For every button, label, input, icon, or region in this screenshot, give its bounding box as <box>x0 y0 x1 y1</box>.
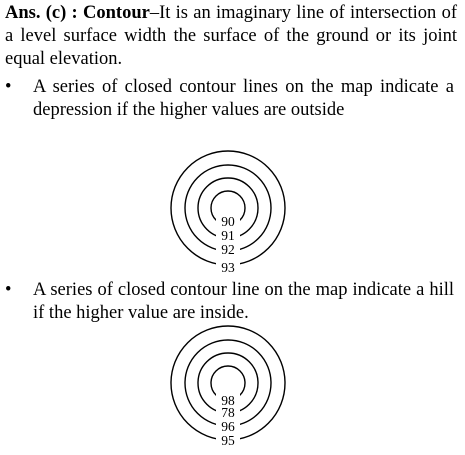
bullet-hill-text: A series of closed contour line on the map indicate a hill if the higher value are inside. <box>33 280 454 323</box>
bullet-dot-icon: • <box>5 280 12 300</box>
hill-contour-diagram <box>160 325 296 453</box>
contour-label-92: 92 <box>221 242 235 257</box>
answer-definition: –It is an imaginary line of intersection of a level surface width the surface of the ground or its joint equal elevation. <box>5 3 457 69</box>
answer-paragraph <box>5 2 457 71</box>
depression-contour-diagram <box>160 148 296 276</box>
contour-label-96: 96 <box>221 419 235 434</box>
contour-label-93: 93 <box>221 260 235 275</box>
contour-label-95: 95 <box>221 433 235 448</box>
contour-label-90: 90 <box>221 214 235 229</box>
contour-label-78: 78 <box>221 405 235 420</box>
bullet-dot-icon: • <box>5 77 12 97</box>
contour-label-91: 91 <box>221 228 235 243</box>
bullet-depression-text: A series of closed contour lines on the map indicate a depression if the higher values are outside <box>33 77 454 120</box>
contour-label-98: 98 <box>221 393 235 408</box>
answer-term: Contour <box>83 3 150 23</box>
answer-label: Ans. (c) : <box>5 3 78 23</box>
